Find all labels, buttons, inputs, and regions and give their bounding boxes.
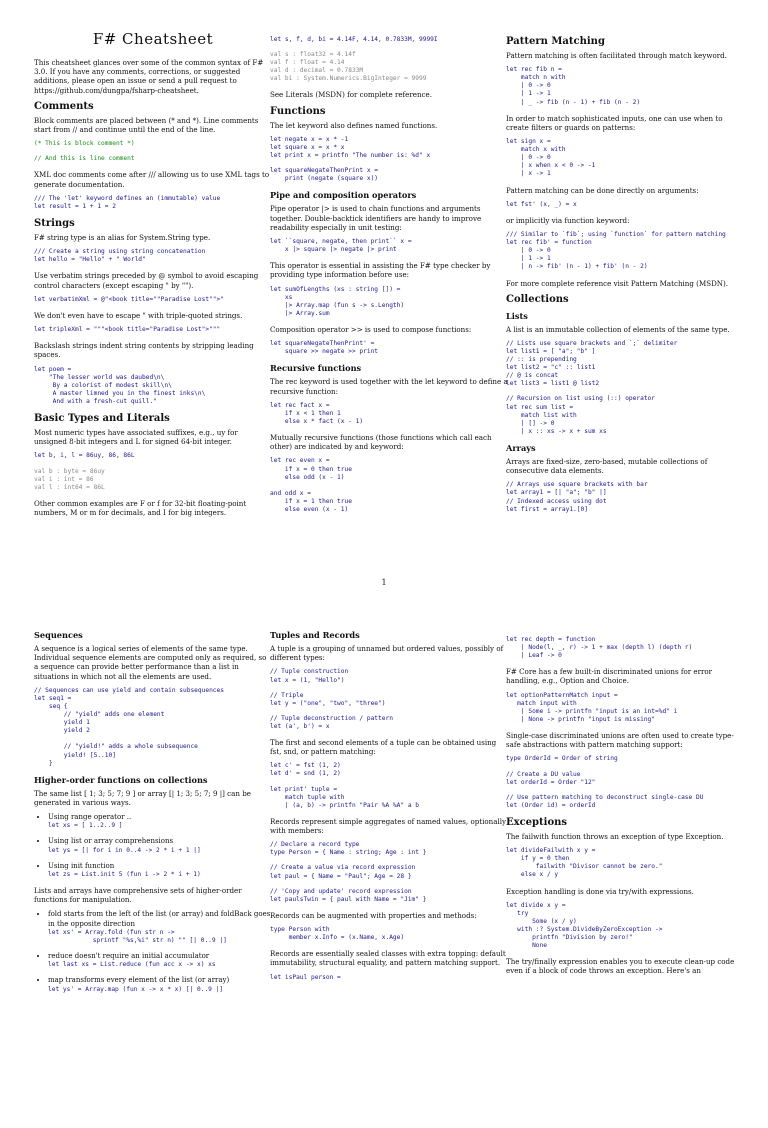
paragraph: The let keyword also defines named functions. [270,120,438,130]
paragraph: This operator is essential in assisting the F# type checker by providing type information before use: [270,261,491,280]
code-output: val b : byte = 86uy val i : int = 86 val l : int64 = 86L [34,467,105,491]
code-block: // 'Copy and update' record expression let paulsTwin = { paul with Name = "Jim" } [270,887,427,903]
code-block: (* This is block comment *) [34,140,135,148]
code-block: // Sequences can use yield and contain subsequences let seq1 = seq { // "yield" adds one element yield 1 yield 2 // "yield!" adds a whole subsequence yield! [5..10] } [34,686,224,767]
code-block: let c' = fst (1, 2) let d' = snd (1, 2) [270,762,341,778]
paragraph: Other common examples are F or f for 32-bit floating-point numbers, M or m for decimals, and I for big integers. [34,498,247,518]
code-block: let sumOfLengths (xs : string []) = xs |> Array.map (fun s -> s.Length) |> Array.sum [270,285,405,317]
code-block: let last xs = List.reduce (fun acc x -> x) xs [48,961,216,969]
paragraph: Most numeric types have associated suffixes, e.g., uy for unsigned 8-bit integers and L for signed 64-bit integer. [34,428,238,447]
bullet-list [34,910,272,993]
paragraph: F# Core has a few built-in discriminated unions for error handling, e.g., Option and Choice. [506,667,713,686]
section-heading: Comments [34,100,94,112]
code-block: // Triple let y = ("one", "two", "three") [270,691,386,707]
paragraph: The failwith function throws an exception of type Exception. [506,831,724,841]
section-heading: Recursive functions [270,363,362,374]
code-output: val s : float32 = 4.14f val f : float = 4.14 val d : decimal = 0.7833M val bi : System.Numerics.BigInteger = 9999 [270,51,427,83]
paragraph: Arrays are fixed-size, zero-based, mutable collections of consecutive data elements. [506,456,708,476]
paragraph: Single-case discriminated unions are often used to create type-safe abstractions with pattern matching support: [506,731,734,750]
code-block: let optionPatternMatch input = match input with | Some i -> printfn "input is an int=%d" i | None -> printfn "input is missing" [506,691,678,723]
code-block: let s, f, d, bi = 4.14F, 4.14, 0.7833M, 9999I [270,36,438,43]
code-block: // Tuple deconstruction / pattern let (a', b') = x [270,714,393,730]
paragraph: A list is an immutable collection of elements of the same type. [506,324,730,334]
code-block: let ys = [| for i in 0..4 -> 2 * i + 1 |] [48,846,201,854]
code-block: let verbatimXml = @"<book title=""Paradise Lost"">" [34,295,224,303]
code-block: let rec depth = function | Node(l, _, r) -> 1 + max (depth l) (depth r) | Leaf -> 0 [506,636,693,660]
page-1 [0,0,768,518]
bullet-list [34,813,272,879]
pattern-link-text[interactable]: For more complete reference visit Pattern Matching (MSDN). [506,278,728,288]
code-block: let ys' = Array.map (fun x -> x * x) [| 0..9 |] [48,985,224,993]
code-block: /// Similar to `fib`; using `function` for pattern matching let rec fib' = function | 0 -> 0 | 1 -> 1 | n -> fib' (n - 1) + fib' (n - 2) [506,231,726,271]
page-title: F# Cheatsheet [92,30,214,48]
literals-link-text[interactable]: See Literals (MSDN) for complete reference. [270,90,432,100]
paragraph: We don't even have to escape " with triple-quoted strings. [34,310,243,320]
paragraph: Lists and arrays have comprehensive sets of higher-order functions for manipulation. [34,886,242,905]
code-block: let negate x = x * -1 let square x = x * x let print x = printfn "The number is: %d" x [270,135,431,160]
code-block: // And this is line comment [34,155,135,163]
paragraph: Backslash strings indent string contents by stripping leading spaces. [34,341,254,360]
paragraph: XML doc comments come after /// allowing us to use XML tags to generate documentation. [34,170,270,189]
code-block: type Person with member x.Info = (x.Name, x.Age) [270,926,405,942]
subsection-heading: Lists [506,310,528,321]
paragraph: Block comments are placed between (* and *). Line comments start from // and continue until the end of the line. [34,115,259,135]
code-block: // Create a DU value let orderId = Order "12" [506,770,596,786]
page-2 [0,616,768,1128]
section-heading: Sequences [34,630,83,640]
code-block: type OrderId = Order of string [506,755,618,763]
paragraph: Records represent simple aggregates of named values, optionally with members: [270,816,506,836]
code-block: let rec even x = if x = 0 then true else odd (x - 1) and odd x = if x = 1 then true else even (x - 1) [270,457,352,513]
list-item: • Using range operator .. let xs = [ 1..2..9 ] [48,813,272,830]
section-heading: Higher-order functions on collections [34,774,208,785]
paragraph: A tuple is a grouping of unnamed but ordered values, possibly of different types: [270,644,504,663]
code-block: // Lists use square brackets and `;` delimiter let list1 = [ "a"; "b" ] // :: is prepending let list2 = "c" :: list1 // @ is concat let list3 = list1 @ list2 [506,339,678,388]
paragraph: Pattern matching can be done directly on arguments: [506,185,699,195]
code-block: // Create a value via record expression let paul = { Name = "Paul"; Age = 28 } [270,864,416,880]
code-block: let rec fact x = if x < 1 then 1 else x * fact (x - 1) [270,401,364,425]
list-item: • Using init function let zs = List.init 5 (fun i -> 2 * i + 1) [48,862,272,879]
code-block: let rec fib n = match n with | 0 -> 0 | 1 -> 1 | _ -> fib (n - 1) + fib (n - 2) [506,66,641,106]
column-3 [506,616,746,982]
paragraph: Use verbatim strings preceded by @ symbol to avoid escaping control characters (except escaping " by ""). [34,271,259,290]
paragraph: Exception handling is done via try/with expressions. [506,886,694,896]
column-1 [34,616,272,1001]
section-heading: Functions [270,105,326,117]
column-1 [34,0,272,523]
paragraph: or implicitly via function keyword: [506,215,630,225]
section-heading: Tuples and Records [270,630,360,640]
section-heading: Collections [506,293,569,305]
paragraph: The rec keyword is used together with the let keyword to define a recursive function: [270,377,508,396]
list-item: • map transforms every element of the list (or array) let ys' = Array.map (fun x -> x * x) [| 0..9 |] [48,976,272,993]
code-block: let b, i, l = 86uy, 86, 86L [34,452,135,460]
code-block: // Tuple construction let x = (1, "Hello") [270,668,349,684]
paragraph: Mutually recursive functions (those functions which call each other) are indicated by and keyword: [270,433,492,452]
paragraph: F# string type is an alias for System.String type. [34,233,211,242]
code-block: let divide x y = try Some (x / y) with :? System.DivideByZeroException -> printfn "Division by zero!" None [506,901,663,950]
column-2 [270,0,508,521]
column-2 [270,616,508,989]
code-block: // Use pattern matching to deconstruct single-case DU let (Order id) = orderId [506,793,704,809]
paragraph: The try/finally expression enables you to execute clean-up code even if a block of code throws an exception. Here's an [506,957,735,976]
code-block: let squareNegateThenPrint' = square >> negate >> print [270,340,379,356]
list-item: • Using list or array comprehensions let ys = [| for i in 0..4 -> 2 * i + 1 |] [48,837,272,854]
code-block: /// The 'let' keyword defines an (immutable) value let result = 1 + 1 = 2 [34,194,221,210]
intro-text: This cheatsheet glances over some of the common syntax of F# 3.0. If you have any comments, corrections, or suggested additions, please open an issue or send a pull request to https://github.com/dungpa/fsharp-cheatsheet. [34,58,264,95]
column-3 [506,0,746,521]
code-block: // Arrays use square brackets with bar let array1 = [| "a"; "b" |] // Indexed access using dot let first = array1.[0] [506,481,648,513]
paragraph: Records can be augmented with properties and methods: [270,910,477,920]
paragraph: In order to match sophisticated inputs, one can use when to create filters or guards on patterns: [506,113,723,132]
paragraph: A sequence is a logical series of elements of the same type. Individual sequence elements are computed only as required, so a sequence can provide better performance than a list in situations in which not all the elements are used. [34,644,267,681]
code-block: let ``square, negate, then print`` x = x |> square |> negate |> print [270,237,412,254]
code-block: let squareNegateThenPrint x = print (negate (square x)) [270,167,379,183]
list-item: • fold starts from the left of the list (or array) and foldBack goes in the opposite direction let xs' = Array.fold (fun str n -> sprintf "%s,%i" str n) "" [| 0..9 |] [48,910,272,945]
section-heading: Exceptions [506,816,568,828]
code-block: let divideFailwith x y = if y = 0 then failwith "Divisor cannot be zero." else x / y [506,847,663,879]
list-item: • reduce doesn't require an initial accumulator let last xs = List.reduce (fun acc x -> x) xs [48,952,272,969]
code-block: let fst' (x, _) = x [506,200,577,208]
page-number: 1 [381,578,387,587]
code-block: let xs = [ 1..2..9 ] [48,822,123,830]
section-heading: Pattern Matching [506,36,605,47]
code-block: let sign x = match x with | 0 -> 0 | x when x < 0 -> -1 | x -> 1 [506,138,596,178]
code-block: let zs = List.init 5 (fun i -> 2 * i + 1) [48,870,201,878]
paragraph: Composition operator >> is used to compose functions: [270,324,472,334]
code-block: let isPaul person = [270,973,341,981]
code-block: // Declare a record type type Person = { Name : string; Age : int } [270,841,427,857]
code-block: // Recursion on list using (::) operator let rec sum list = match list with | [] -> 0 | x :: xs -> x + sum xs [506,395,656,435]
paragraph: Pipe operator |> is used to chain functions and arguments together. Double-backtick identifiers are handy to improve readability especially in unit testing: [270,204,482,232]
section-heading: Basic Types and Literals [34,413,170,425]
paragraph: Records are essentially sealed classes with extra topping: default immutability, structural equality, and pattern matching support. [270,949,506,968]
code-block: let tripleXml = """<book title="Paradise Lost">""" [34,326,221,334]
paragraph: Pattern matching is often facilitated through match keyword. [506,51,727,60]
section-heading: Strings [34,218,75,229]
paragraph: The same list [ 1; 3; 5; 7; 9 ] or array [| 1; 3; 5; 7; 9 |] can be generated in various ways. [34,788,251,807]
code-block: let poem = "The lesser world was daubed\n\ By a colorist of modest skill\n\ A master limned you in the finest inks\n\ And with a fresh-cut quill." [34,365,206,405]
paragraph: The first and second elements of a tuple can be obtained using fst, snd, or pattern matching: [270,737,497,757]
code-block: let xs' = Array.fold (fun str n -> sprintf "%s,%i" str n) "" [| 0..9 |] [48,928,227,944]
code-block: /// Create a string using string concatenation let hello = "Hello" + " World" [34,248,206,264]
subsection-heading: Arrays [506,442,536,453]
section-heading: Pipe and composition operators [270,190,417,201]
code-block: let print' tuple = match tuple with | (a, b) -> printfn "Pair %A %A" a b [270,785,420,809]
